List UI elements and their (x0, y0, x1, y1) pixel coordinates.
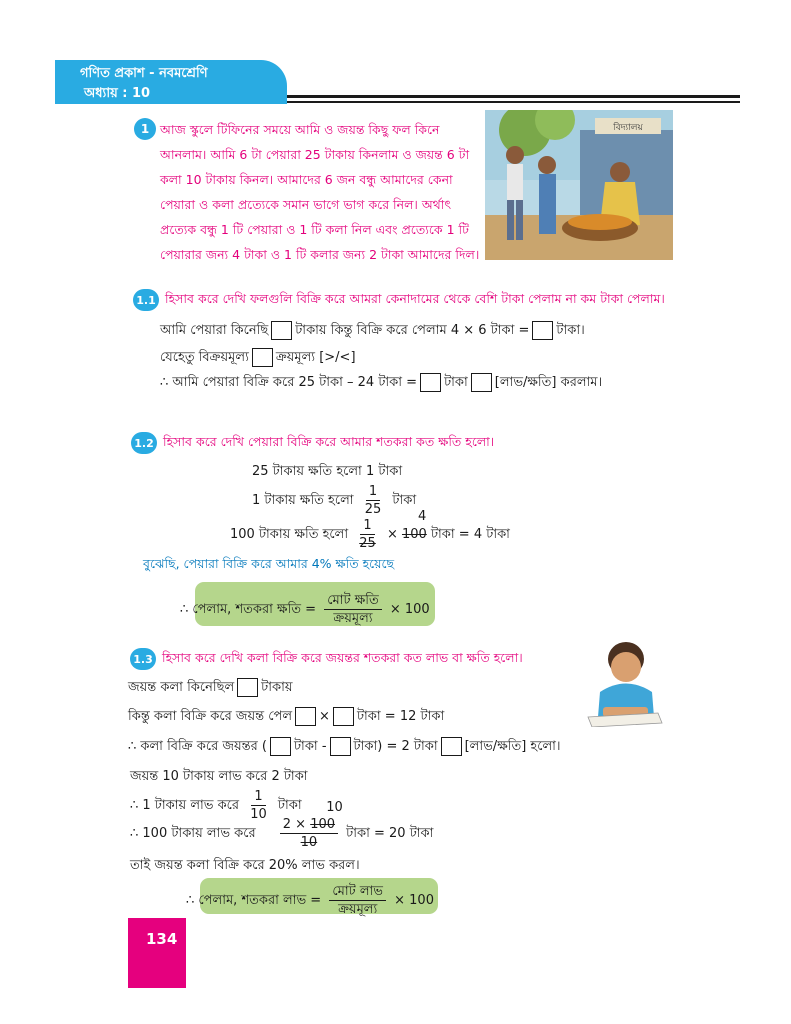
text: ক্রয়মূল্য [>/<] (275, 350, 356, 365)
cancelled-number: 100 (310, 817, 336, 832)
loss-formula (180, 593, 430, 626)
answer-box[interactable] (295, 707, 316, 726)
s13-line2 (128, 707, 444, 728)
answer-box[interactable] (270, 737, 291, 756)
boy-illustration (578, 637, 668, 727)
numerator: 1 (251, 789, 265, 806)
text: ∴ পেলাম, শতকরা ক্ষতি = (180, 602, 317, 617)
text: ∴ পেলাম, শতকরা লাভ = (186, 893, 322, 908)
text: টাকা = 20 টাকা (346, 826, 434, 841)
s13-conclusion: তাই জয়ন্ত কলা বিক্রি করে 20% লাভ করল। (130, 858, 360, 873)
section-badge-1-3: 1.3 (130, 648, 156, 670)
s11-line2 (160, 348, 356, 369)
text: 1 টাকায় ক্ষতি হলো (252, 493, 354, 508)
denominator: 10 (250, 807, 267, 822)
text: × 100 (389, 602, 430, 617)
header-rule-thin (287, 101, 740, 103)
denominator: ক্রয়মূল্য (333, 611, 373, 626)
cancelled-term (310, 800, 343, 832)
s13-line1 (128, 678, 293, 699)
fraction (324, 593, 381, 626)
section-badge-1-2: 1.2 (131, 432, 157, 454)
text: টাকা - (293, 739, 327, 754)
text: টাকা। (556, 323, 585, 338)
reduced-value: 10 (326, 800, 343, 815)
section-1-1-heading: হিসাব করে দেখি ফলগুলি বিক্রি করে আমরা কেনাদামের থেকে বেশি টাকা পেলাম না কম টাকা পেলাম। (165, 291, 665, 306)
text: ∴ 1 টাকায় লাভ করে (130, 798, 240, 813)
profit-formula (186, 884, 434, 917)
book-title: গণিত প্রকাশ - নবমশ্রেণি (80, 66, 208, 81)
text: টাকা = 4 টাকা (430, 527, 510, 542)
fraction (362, 484, 385, 517)
answer-box[interactable] (333, 707, 354, 726)
text: 100 টাকায় ক্ষতি হলো (230, 527, 349, 542)
denominator-cancelled: 10 (300, 835, 318, 850)
intro-paragraph: আজ স্কুলে টিফিনের সময়ে আমি ও জয়ন্ত কিছু ফল কিনে আনলাম। আমি 6 টা পেয়ারা 25 টাকায় কিনলাম ও জয়ন্ত 6 টা কলা 10 টাকায় কিনল। আমাদের 6 জন বন্ধু আমাদের কেনা পেয়ারা ও কলা প্রত্যেকে সমান ভাগে ভাগ করে নিল। অর্থাৎ প্রত্যেক বন্ধু 1 টি পেয়ারা ও 1 টি কলা নিল এবং প্রত্যেকে 1 টি পেয়ারার জন্য 4 টাকা ও 1 টি কলার জন্য 2 টাকা আমাদের দিল। (160, 122, 480, 262)
text: টাকা = 12 টাকা (356, 709, 445, 724)
text: × (319, 709, 330, 724)
numerator: মোট ক্ষতি (324, 593, 381, 610)
answer-box[interactable] (420, 373, 441, 392)
text: টাকায় কিন্তু বিক্রি করে পেলাম 4 × 6 টাকা = (295, 323, 530, 338)
section-1-2-heading: হিসাব করে দেখি পেয়ারা বিক্রি করে আমার শতকরা কত ক্ষতি হলো। (163, 434, 495, 449)
text: যেহেতু বিক্রয়মূল্য (160, 350, 249, 365)
answer-box[interactable] (532, 321, 553, 340)
text: × 100 (394, 893, 434, 908)
fraction (356, 518, 379, 551)
text: টাকায় (261, 680, 293, 695)
cancelled-number: 100 (401, 527, 427, 542)
text: টাকা (277, 798, 302, 813)
text: [লাভ/ক্ষতি] করলাম। (494, 375, 603, 390)
text: ∴ 100 টাকায় লাভ করে (130, 826, 256, 841)
answer-box[interactable] (252, 348, 273, 367)
header-rule (287, 95, 740, 98)
text: আমি পেয়ারা কিনেছি (160, 323, 269, 338)
page-number-box (128, 918, 186, 988)
answer-box[interactable] (441, 737, 462, 756)
text: ∴ কলা বিক্রি করে জয়ন্তর ( (128, 739, 267, 754)
fraction (329, 884, 386, 917)
cancelled-term (401, 509, 427, 542)
answer-box[interactable] (271, 321, 292, 340)
s13-line4: জয়ন্ত 10 টাকায় লাভ করে 2 টাকা (130, 769, 308, 784)
school-sign: বিদ্যালয় (613, 123, 643, 133)
text: টাকা (444, 375, 468, 390)
text: টাকা (392, 493, 417, 508)
answer-box[interactable] (330, 737, 351, 756)
text: কিন্তু কলা বিক্রি করে জয়ন্ত পেল (128, 709, 293, 724)
answer-box[interactable] (471, 373, 492, 392)
numerator: মোট লাভ (329, 884, 386, 901)
s13-line3 (128, 737, 561, 758)
denominator: ক্রয়মূল্য (338, 902, 378, 917)
market-illustration (485, 110, 673, 260)
numerator: 1 (360, 518, 374, 535)
times-sign: × (386, 527, 398, 542)
s12-understood: বুঝেছি, পেয়ারা বিক্রি করে আমার 4% ক্ষতি হয়েছে (143, 556, 395, 571)
text: [লাভ/ক্ষতি] হলো। (464, 739, 561, 754)
s12-line2 (252, 484, 416, 517)
chapter-label: অধ্যায় : 10 (84, 86, 151, 101)
page-number: 134 (146, 930, 178, 948)
text: 2 × (282, 817, 307, 832)
denominator-cancelled: 25 (359, 536, 376, 551)
s11-line3 (160, 373, 602, 394)
denominator: 25 (364, 502, 382, 517)
section-1-3-heading: হিসাব করে দেখি কলা বিক্রি করে জয়ন্তর শতকরা কত লাভ বা ক্ষতি হলো। (162, 650, 523, 665)
answer-box[interactable] (237, 678, 258, 697)
text: টাকা) = 2 টাকা (353, 739, 438, 754)
section-badge-1-1: 1.1 (133, 289, 159, 311)
s12-line3 (230, 509, 510, 551)
problem-badge: 1 (134, 118, 156, 140)
numerator: 1 (366, 484, 380, 501)
text: জয়ন্ত কলা কিনেছিল (128, 680, 235, 695)
reduced-value: 4 (417, 509, 427, 524)
s11-line1 (160, 321, 585, 342)
s12-line1: 25 টাকায় ক্ষতি হলো 1 টাকা (252, 464, 403, 479)
text: ∴ আমি পেয়ারা বিক্রি করে 25 টাকা – 24 টাকা = (160, 375, 418, 390)
